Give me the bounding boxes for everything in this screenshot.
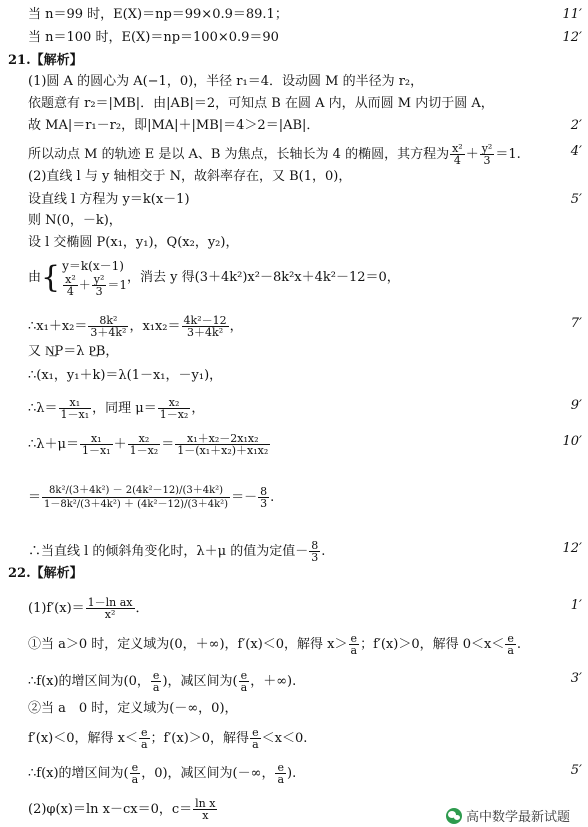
text: 所以动点 M 的轨迹 E 是以 A、B 为焦点，长轴长为 4 的椭圆，其方程为: [28, 147, 450, 162]
text-line-l15: [0, 367, 588, 387]
lambda-mu-sum-line: ∴λ＋μ＝ $\frac{\text{x₁}}{\text{1－x₁}}$ ＋ $\frac{\text{x₂}}{\text{1－x₂}}$ ＝ $\frac{\text{x₁＋x₂－2x₁x₂}}{\text{1－(x₁＋x₂)＋x₁x₂}}$ 10′: [28, 432, 582, 457]
phi-line: (2)φ(x)＝ln x－cx＝0，c＝ $\frac{\text{ln x}}{x}$: [28, 797, 216, 822]
lambda-line: ∴λ＝ $\frac{\text{x₁}}{\text{1－x₁}}$ ，同理 μ＝ $\frac{\text{x₂}}{\text{1－x₂}}$ ， 9′: [28, 396, 582, 421]
wechat-icon: [446, 808, 462, 824]
score-mark: 5′: [570, 763, 582, 778]
fraction: $\frac{\text{x²}}{4}$: [452, 142, 463, 167]
score-mark: 12′: [562, 30, 582, 45]
text-line-l1: [0, 6, 588, 26]
score-mark: 4′: [570, 144, 582, 159]
vieta-line: ∴x₁＋x₂＝ $\frac{\text{8k²}}{\text{3＋4k²}}$ ，x₁x₂＝ $\frac{\text{4k²－12}}{\text{3＋4k²}}$ ， 7′: [28, 314, 582, 339]
text-line-l2: [0, 29, 588, 49]
text-line-l5: [0, 95, 588, 115]
text-line-l9: [0, 191, 588, 211]
line-text: 依题意有 r₂＝|MB|．由|AB|＝2，可知点 B 在圆 A 内，从而圆 M 内切于圆 A，: [28, 96, 494, 111]
ellipse-equation-line: 所以动点 M 的轨迹 E 是以 A、B 为焦点，长轴长为 4 的椭圆，其方程为 $\frac{\text{x²}}{4}$ ＋ $\frac{\text{y²}}{3}$ ＝1. 4′: [28, 142, 582, 167]
line-text: 22.【解析】: [8, 566, 83, 581]
score-mark: 2′: [570, 118, 582, 133]
case1-intervals-line: ∴f(x)的增区间为(0， $\frac{e}{a}$ )，减区间为( $\frac{e}{a}$ ，＋∞). 3′: [28, 669, 582, 694]
score-mark: 1′: [570, 598, 582, 613]
score-mark: 3′: [570, 671, 582, 686]
text-line-l10: [0, 212, 588, 232]
text-line-l8: [0, 168, 588, 188]
fraction: $\frac{\text{y²}}{3}$: [481, 142, 493, 167]
text-line-h21: [0, 52, 588, 72]
derivative-line: (1)f′(x)＝ $\frac{\text{1－ln ax}}{\text{x²}}$ ． 1′: [28, 596, 582, 621]
conclusion-line: ∴当直线 l 的倾斜角变化时，λ＋μ 的值为定值－ $\frac{8}{3}$ . 12′: [28, 539, 582, 564]
score-mark: 9′: [570, 398, 582, 413]
line-text: 又 N͢P＝λ P͢B，: [28, 344, 119, 359]
watermark-text: 高中数学最新试题: [465, 809, 570, 824]
line-text: (2)直线 l 与 y 轴相交于 N，故斜率存在，又 B(1，0)，: [28, 169, 352, 184]
text-line-l4: [0, 73, 588, 93]
score-mark: 11′: [562, 7, 582, 22]
case2-line: f′(x)＜0，解得 x＜ $\frac{e}{a}$ ；f′(x)＞0，解得 $\frac{e}{a}$ ＜x＜0.: [28, 726, 308, 751]
line-text: 故 MA|＝r₁－r₂，即|MA|＋|MB|＝4＞2＝|AB|．: [28, 118, 320, 133]
system-line: 由{ y＝k(x－1) $\frac{\text{x²}}{4}$ ＋ $\frac{\text{y²}}{3}$ ＝1 ，消去 y 得(3＋4k²)x²－8k²x＋4k²－12＝0，: [28, 258, 400, 298]
line-text: (1)圆 A 的圆心为 A(−1，0)，半径 r₁＝4．设动圆 M 的半径为 r₂，: [28, 74, 424, 89]
line-text: 21.【解析】: [8, 53, 83, 68]
text-line-l25: [0, 700, 588, 720]
score-mark: 12′: [562, 541, 582, 556]
line-text: ∴(x₁，y₁＋k)＝λ(1－x₁，－y₁)，: [28, 368, 223, 383]
line-text: 设直线 l 方程为 y＝k(x－1): [28, 192, 190, 207]
line-text: 当 n＝100 时，E(X)＝np＝100×0.9＝90: [28, 30, 279, 45]
line-text: ②当 a 0 时，定义域为(－∞，0)，: [28, 701, 238, 716]
watermark: [446, 806, 570, 825]
score-mark: 5′: [570, 192, 582, 207]
compound-fraction-line: ＝ $\frac{\text{8k²/(3＋4k²) － 2(4k²－12)/(3＋4k²)}}{\text{1－8k²/(3＋4k²) ＋ (4k²－12)/(3＋4k²)}}$ ＝－ $\frac{8}{3}$ .: [28, 485, 275, 510]
text-line-l14: [0, 343, 588, 363]
brace: {: [41, 259, 61, 295]
equation-system: y＝k(x－1) $\frac{\text{x²}}{4}$ ＋ $\frac{\text{y²}}{3}$ ＝1: [62, 258, 128, 298]
line-text: 当 n＝99 时，E(X)＝np＝99×0.9＝89.1；: [28, 7, 288, 22]
score-mark: 7′: [570, 316, 582, 331]
text-line-h22: [0, 565, 588, 585]
case1-line: ①当 a＞0 时，定义域为(0，＋∞)，f′(x)＜0，解得 x＞ $\frac{e}{a}$ ；f′(x)＞0，解得 0＜x＜ $\frac{e}{a}$ .: [28, 632, 522, 657]
line-text: 则 N(0，－k)，: [28, 213, 122, 228]
line-text: 设 l 交椭圆 P(x₁，y₁)，Q(x₂，y₂)，: [28, 235, 239, 250]
case2-intervals-line: ∴f(x)的增区间为( $\frac{e}{a}$ ，0)，减区间为(－∞， $\frac{e}{a}$ ). 5′: [28, 761, 582, 786]
text-line-l11: [0, 234, 588, 254]
score-mark: 10′: [562, 434, 582, 449]
text-line-l6: [0, 117, 588, 137]
